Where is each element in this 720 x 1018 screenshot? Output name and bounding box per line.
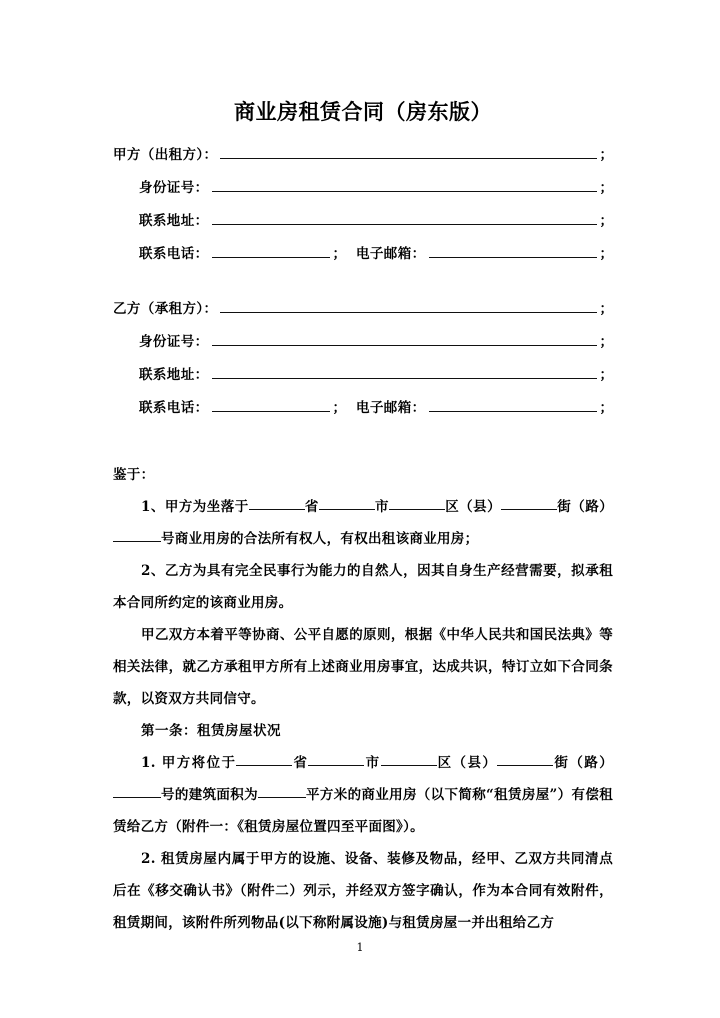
party-b-address-input[interactable] (212, 367, 597, 379)
party-b-contact-row (113, 400, 613, 433)
recitals-item-2: 2、乙方为具有完全民事行为能力的自然人，因其自身生产经营需要，拟承租本合同所约定的该商业用房。 (113, 563, 613, 612)
article-1-city-blank[interactable] (308, 752, 364, 766)
article-1-item-1-text-6: 号的建筑面积为 (161, 787, 258, 804)
article-1-item-1-text-1: 1. 甲方将位于 (141, 755, 237, 772)
party-a-name-separator: ； (599, 147, 613, 164)
recitals-number-blank[interactable] (113, 528, 161, 542)
party-a-id-label: 身份证号： (139, 180, 209, 197)
party-a-email-label: 电子邮箱： (356, 246, 426, 263)
recitals-item-1-text-1: 1、甲方为坐落于 (141, 499, 249, 516)
recitals-province-blank[interactable] (249, 496, 305, 510)
recitals-item-1-text-4: 区（县） (445, 499, 502, 516)
party-b-id-label: 身份证号： (139, 334, 209, 351)
article-1-item-1 (113, 747, 613, 843)
recitals-item-1-text-2: 省 (304, 499, 319, 516)
party-b-address-separator: ； (599, 367, 613, 384)
party-b-address-label: 联系地址： (139, 367, 209, 384)
party-a-phone-separator: ； (332, 246, 346, 263)
party-a-phone-input[interactable] (212, 246, 330, 258)
party-b-id-separator: ； (599, 334, 613, 351)
party-b-name-separator: ； (599, 301, 613, 318)
party-a-phone-label: 联系电话： (139, 246, 209, 263)
party-b-phone-label: 联系电话： (139, 400, 209, 417)
recitals-district-blank[interactable] (389, 496, 445, 510)
article-1-street-blank[interactable] (497, 752, 553, 766)
party-a-id-separator: ； (599, 180, 613, 197)
party-a-address-input[interactable] (212, 213, 597, 225)
party-b-name-row (113, 301, 613, 334)
party-a-id-input[interactable] (212, 180, 597, 192)
article-1-item-1-text-2: 省 (292, 755, 309, 772)
party-b-address-row (113, 367, 613, 400)
article-1-province-blank[interactable] (236, 752, 292, 766)
party-b-email-input[interactable] (429, 400, 597, 412)
article-1-item-1-text-7: 平方米的商业用房（以下简称“租赁房屋”）有偿租赁给乙方（附件一：《租赁房屋位置四至平面图》）。 (113, 787, 613, 836)
party-a-contact-row (113, 246, 613, 279)
article-1-item-1-text-4: 区（县） (436, 755, 498, 772)
party-a-email-input[interactable] (429, 246, 597, 258)
party-b-phone-separator: ； (332, 400, 346, 417)
party-b-name-label: 乙方（承租方）： (113, 301, 218, 318)
party-b-block (113, 301, 613, 433)
article-1-number-blank[interactable] (113, 784, 161, 798)
party-b-email-label: 电子邮箱： (356, 400, 426, 417)
party-b-email-separator: ； (599, 400, 613, 417)
recitals-item-1-text-5: 街（路） (557, 499, 613, 516)
page-number: 1 (356, 941, 364, 954)
recitals-item-1-text-6: 号商业用房的合法所有权人，有权出租该商业用房； (161, 531, 479, 548)
article-1-area-blank[interactable] (258, 784, 306, 798)
article-1-item-2: 2. 租赁房屋内属于甲方的设施、设备、装修及物品，经甲、乙双方共同清点后在《移交确认书》（附件二）列示，并经双方签字确认，作为本合同有效附件，租赁期间，该附件所列物品(以下称附属设施)与租赁房屋一并出租给乙方 (113, 851, 613, 932)
recitals-city-blank[interactable] (319, 496, 375, 510)
article-1-item-1-text-3: 市 (364, 755, 381, 772)
party-a-name-row (113, 147, 613, 180)
recitals-item-1-text-3: 市 (374, 499, 390, 516)
party-b-id-row (113, 334, 613, 367)
recitals-item-1 (113, 491, 613, 555)
party-a-block (113, 147, 613, 279)
party-a-address-separator: ； (599, 213, 613, 230)
party-b-phone-input[interactable] (212, 400, 330, 412)
party-a-address-label: 联系地址： (139, 213, 209, 230)
recitals-street-blank[interactable] (501, 496, 557, 510)
party-a-id-row (113, 180, 613, 213)
page-title: 商业房租赁合同（房东版） (234, 99, 492, 124)
article-1-item-1-text-5: 街（路） (553, 755, 613, 772)
party-b-name-input[interactable] (220, 301, 596, 313)
recitals-closing: 甲乙双方本着平等协商、公平自愿的原则，根据《中华人民共和国民法典》等相关法律，就乙方承租甲方所有上述商业用房事宜，达成共识，特订立如下合同条款，以资双方共同信守。 (113, 627, 613, 708)
party-a-email-separator: ； (599, 246, 613, 263)
party-a-name-input[interactable] (220, 147, 596, 159)
article-1-district-blank[interactable] (381, 752, 437, 766)
party-a-name-label: 甲方（出租方）： (113, 147, 218, 164)
spacer-before-recitals (113, 433, 613, 459)
party-b-id-input[interactable] (212, 334, 597, 346)
party-a-address-row (113, 213, 613, 246)
article-1-heading: 第一条：租赁房屋状况 (141, 723, 281, 740)
document-content (113, 0, 613, 939)
recitals-heading: 鉴于： (113, 467, 155, 484)
